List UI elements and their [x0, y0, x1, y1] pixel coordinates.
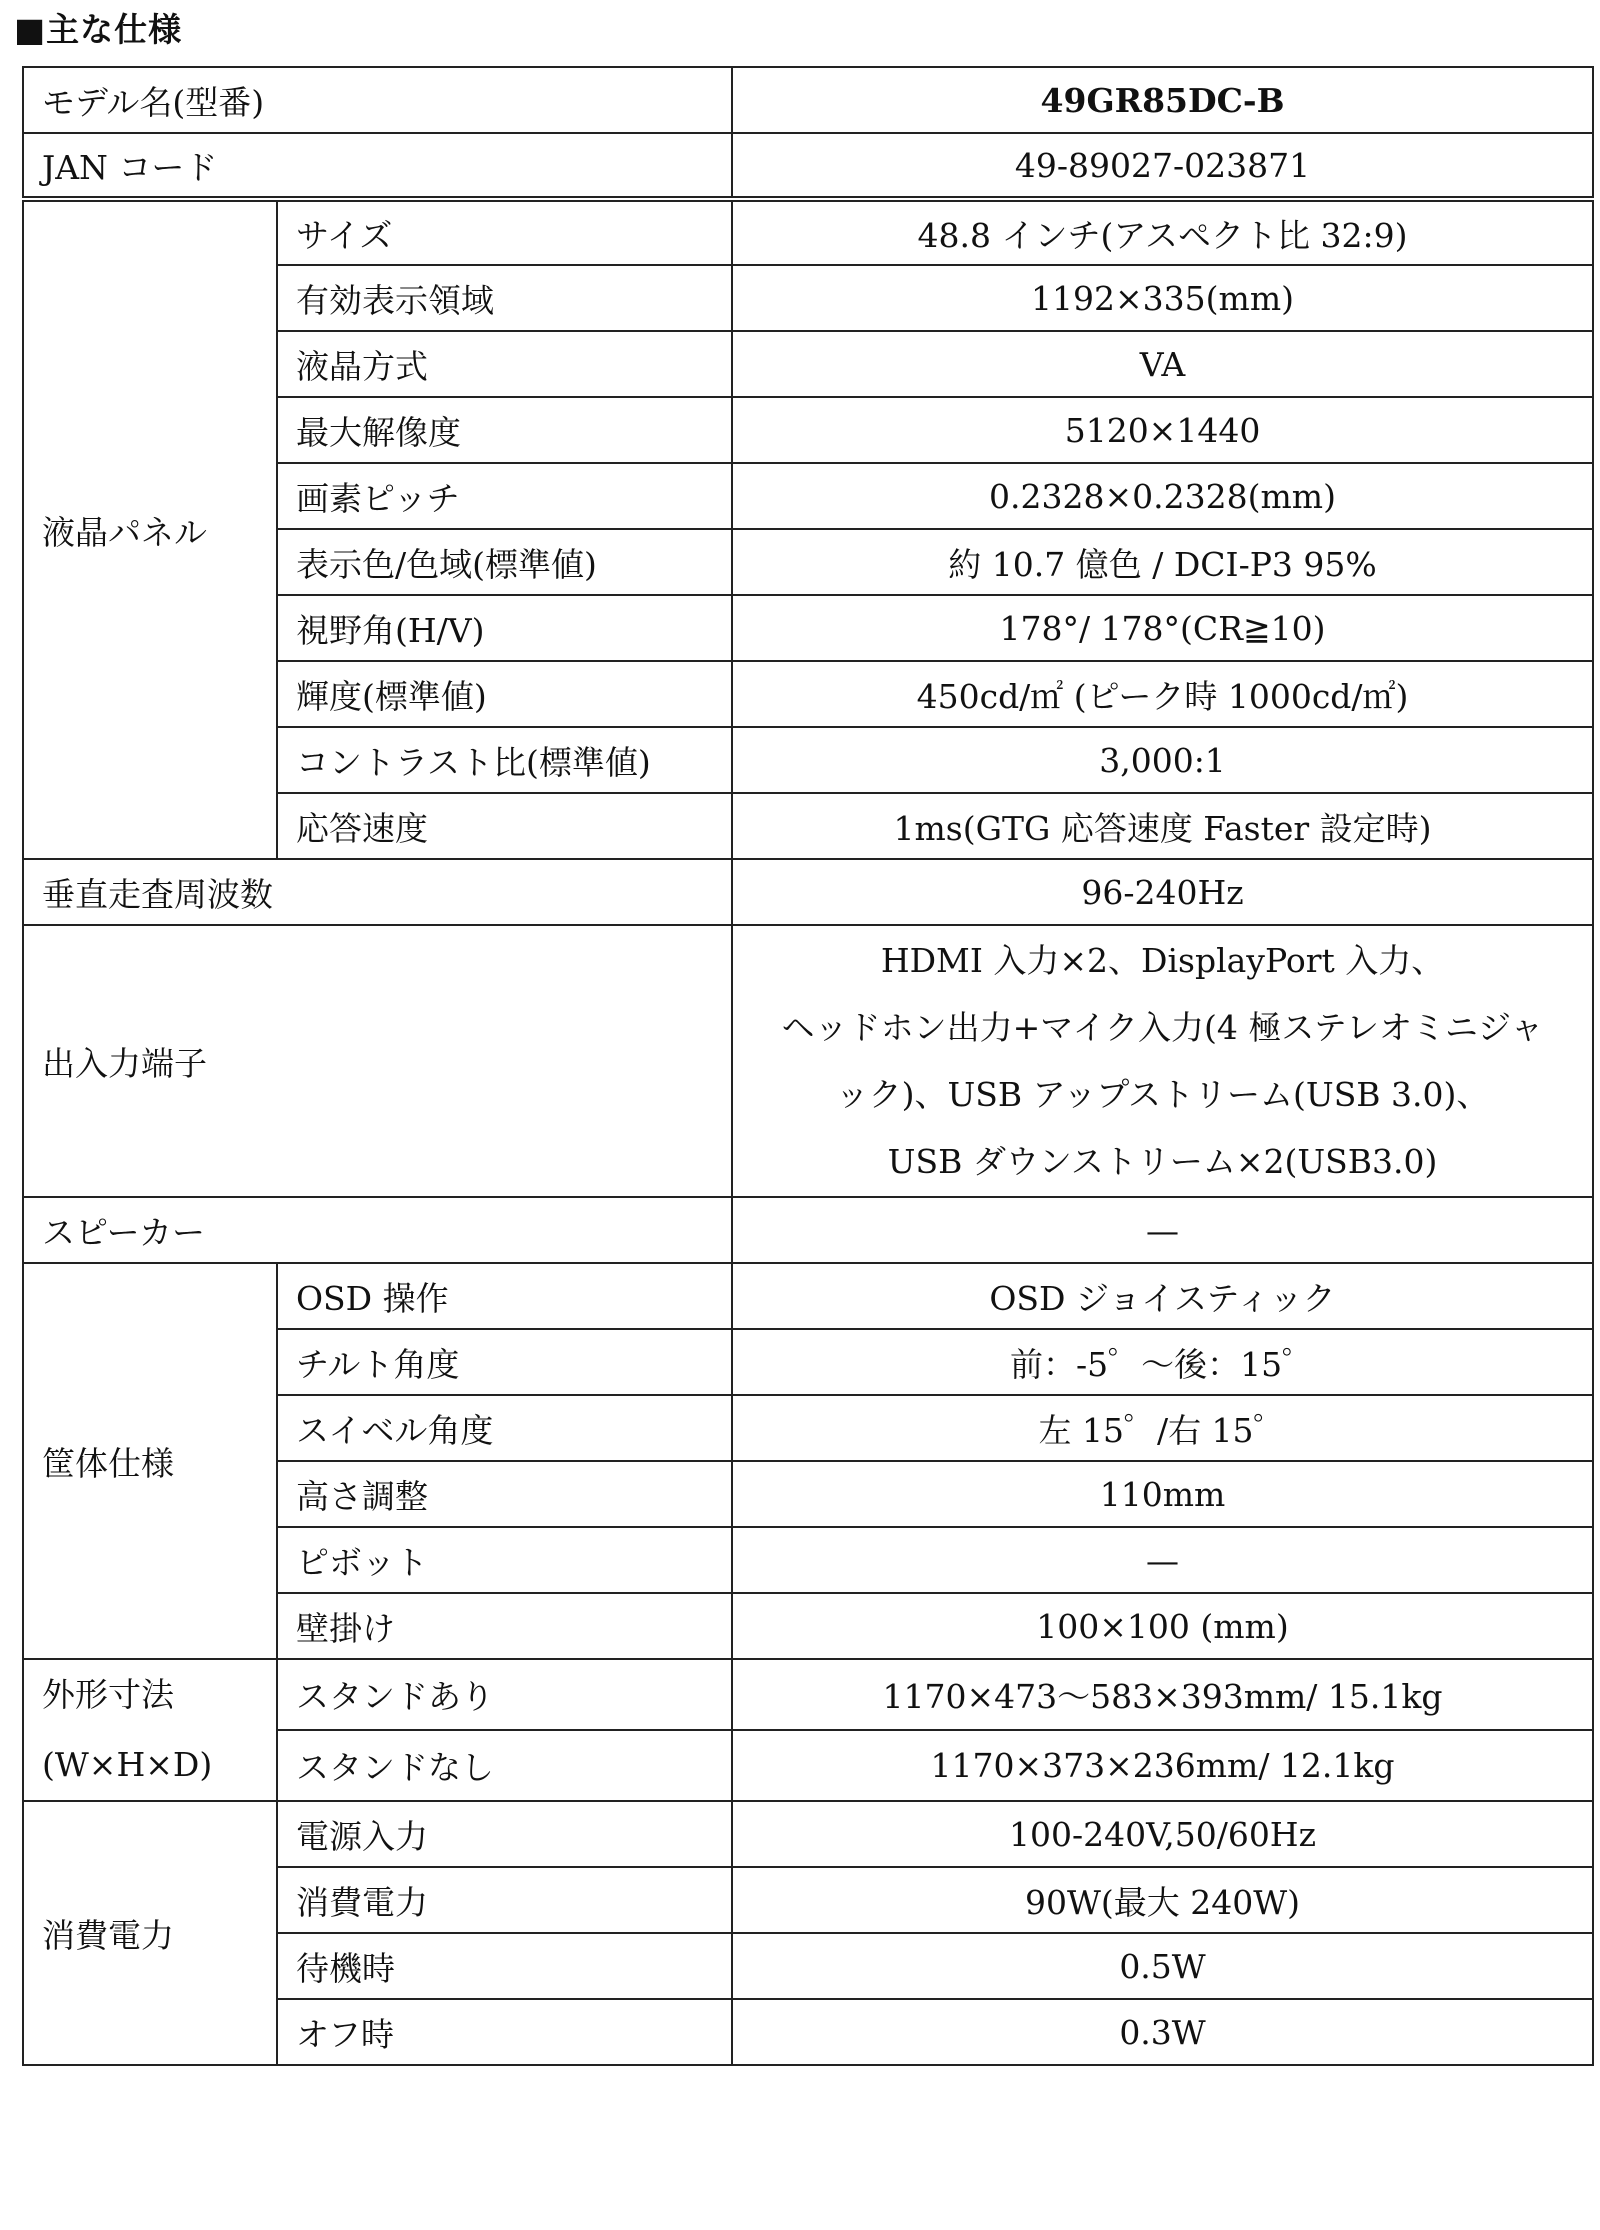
spec-value: 450cd/㎡ (ピーク時 1000cd/㎡) — [732, 661, 1593, 727]
spec-value: 3,000:1 — [732, 727, 1593, 793]
spec-value: 5120×1440 — [732, 397, 1593, 463]
housing-group-label: 筐体仕様 — [23, 1263, 277, 1659]
io-line: USB ダウンストリーム×2(USB3.0) — [887, 1142, 1438, 1181]
spec-value: VA — [732, 331, 1593, 397]
spec-value: 0.2328×0.2328(mm) — [732, 463, 1593, 529]
spec-label: 画素ピッチ — [277, 463, 732, 529]
speaker-value: — — [732, 1197, 1593, 1263]
spec-value: 1ms(GTG 応答速度 Faster 設定時) — [732, 793, 1593, 859]
power-group-label: 消費電力 — [23, 1801, 277, 2065]
spec-value: 48.8 インチ(アスペクト比 32:9) — [732, 199, 1593, 265]
io-value — [732, 925, 1593, 1197]
spec-label: オフ時 — [277, 1999, 732, 2065]
spec-label: コントラスト比(標準値) — [277, 727, 732, 793]
spec-value: 0.5W — [732, 1933, 1593, 1999]
spec-label: 最大解像度 — [277, 397, 732, 463]
jan-label: JAN コード — [23, 133, 732, 199]
spec-label: 有効表示領域 — [277, 265, 732, 331]
spec-value: 1170×373×236mm/ 12.1kg — [732, 1730, 1593, 1801]
spec-value: 0.3W — [732, 1999, 1593, 2065]
model-label: モデル名(型番) — [23, 67, 732, 133]
io-label: 出入力端子 — [23, 925, 732, 1197]
spec-label: チルト角度 — [277, 1329, 732, 1395]
spec-label: スタンドなし — [277, 1730, 732, 1801]
table-row — [23, 133, 1593, 199]
spec-label: 表示色/色域(標準値) — [277, 529, 732, 595]
spec-value: — — [732, 1527, 1593, 1593]
jan-value: 49-89027-023871 — [732, 133, 1593, 199]
spec-value: 110mm — [732, 1461, 1593, 1527]
spec-value: 100×100 (mm) — [732, 1593, 1593, 1659]
spec-value: 178°/ 178°(CR≧10) — [732, 595, 1593, 661]
vertical-scan-value: 96-240Hz — [732, 859, 1593, 925]
table-row — [23, 67, 1593, 133]
io-line: HDMI 入力×2、DisplayPort 入力、 — [880, 941, 1445, 980]
spec-value: 90W(最大 240W) — [732, 1867, 1593, 1933]
spec-label: ピボット — [277, 1527, 732, 1593]
spec-label: 液晶方式 — [277, 331, 732, 397]
vertical-scan-label: 垂直走査周波数 — [23, 859, 732, 925]
spec-label: スタンドあり — [277, 1659, 732, 1730]
table-row — [23, 1197, 1593, 1263]
io-line: ック)、USB アップストリーム(USB 3.0)、 — [835, 1075, 1490, 1114]
spec-label: 待機時 — [277, 1933, 732, 1999]
spec-value: 前：-5゜～後：15゜ — [732, 1329, 1593, 1395]
spec-label: 高さ調整 — [277, 1461, 732, 1527]
spec-value: OSD ジョイスティック — [732, 1263, 1593, 1329]
table-row — [23, 1801, 1593, 1867]
speaker-label: スピーカー — [23, 1197, 732, 1263]
spec-label: 視野角(H/V) — [277, 595, 732, 661]
panel-group-label: 液晶パネル — [23, 199, 277, 859]
spec-label: 電源入力 — [277, 1801, 732, 1867]
io-line: ヘッドホン出力+マイク入力(4 極ステレオミニジャ — [781, 1008, 1544, 1047]
spec-value: 左 15゜/右 15゜ — [732, 1395, 1593, 1461]
dimensions-group-label — [23, 1659, 277, 1801]
table-row — [23, 925, 1593, 1197]
spec-label: 壁掛け — [277, 1593, 732, 1659]
table-row — [23, 1659, 1593, 1730]
dimensions-label-line2: (W×H×D) — [42, 1745, 213, 1784]
spec-label: 消費電力 — [277, 1867, 732, 1933]
table-row — [23, 1263, 1593, 1329]
spec-label: スイベル角度 — [277, 1395, 732, 1461]
table-row — [23, 859, 1593, 925]
spec-label: 応答速度 — [277, 793, 732, 859]
dimensions-label-line1: 外形寸法 — [42, 1675, 174, 1714]
spec-label: OSD 操作 — [277, 1263, 732, 1329]
spec-value: 1192×335(mm) — [732, 265, 1593, 331]
spec-label: 輝度(標準値) — [277, 661, 732, 727]
spec-table — [22, 66, 1594, 2066]
spec-label: サイズ — [277, 199, 732, 265]
table-row — [23, 199, 1593, 265]
model-value: 49GR85DC-B — [732, 67, 1593, 133]
spec-value: 1170×473～583×393mm/ 15.1kg — [732, 1659, 1593, 1730]
spec-value: 100-240V,50/60Hz — [732, 1801, 1593, 1867]
section-title: ■主な仕様 — [14, 10, 183, 49]
spec-value: 約 10.7 億色 / DCI-P3 95% — [732, 529, 1593, 595]
